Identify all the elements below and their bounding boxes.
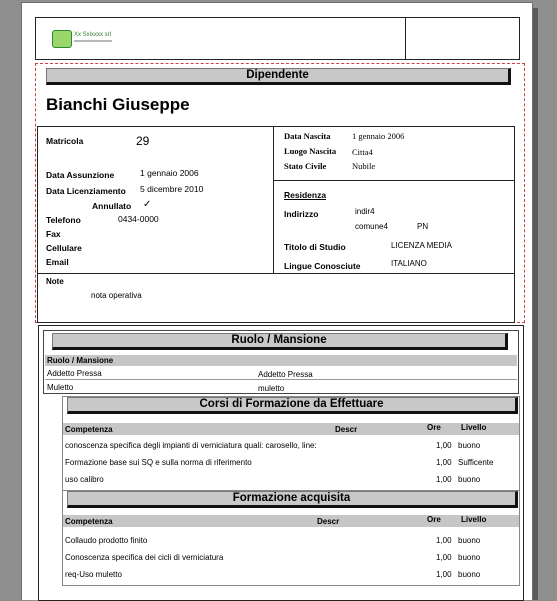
report-header [35, 17, 520, 60]
acquisita-header-descr: Descr [317, 517, 340, 526]
employee-name: Bianchi Giuseppe [46, 95, 190, 114]
company-logo-text: Xx Sxlxxxx srl [74, 32, 112, 38]
acquisita-row-3-competenza: req-Uso muletto [65, 570, 122, 579]
corsi-row-2-ore: 1,00 [436, 458, 452, 467]
acquisita-header-competenza: Competenza [65, 517, 113, 526]
company-logo-underline [74, 40, 112, 42]
corsi-row-3-competenza: uso calibro [65, 475, 104, 484]
details-divider [273, 126, 274, 274]
acquisita-row-2-ore: 1,00 [436, 553, 452, 562]
corsi-section [62, 396, 520, 491]
data-nascita-label: Data Nascita [284, 131, 331, 141]
lingue-value: ITALIANO [391, 259, 427, 268]
titolo-studio-label: Titolo di Studio [284, 242, 346, 252]
luogo-nascita-value: Citta4 [352, 147, 373, 157]
ruolo-row-2-mansione: muletto [258, 384, 285, 393]
corsi-header-competenza: Competenza [65, 425, 113, 434]
acquisita-row-2-competenza: Conoscenza specifica dei cicli di verniciatura [65, 553, 224, 562]
stato-civile-label: Stato Civile [284, 161, 327, 171]
corsi-row-2-livello: Sufficente [458, 458, 494, 467]
ruolo-row-2-ruolo: Muletto [47, 383, 74, 392]
note-label: Note [46, 277, 64, 286]
dipendente-title: Dipendente [46, 68, 511, 85]
corsi-row-3-livello: buono [458, 475, 481, 484]
ruolo-section [43, 330, 519, 394]
annullato-label: Annullato [92, 201, 132, 211]
provincia-value: PN [417, 222, 429, 231]
indirizzo-value: indir4 [355, 207, 375, 216]
ruolo-row-1-mansione: Addetto Pressa [258, 370, 313, 379]
residenza-label: Residenza [284, 190, 327, 200]
acquisita-row-2-livello: buono [458, 553, 481, 562]
mansioni-section-wrapper [38, 325, 524, 601]
report-page [21, 2, 533, 600]
ruolo-row-1-ruolo: Addetto Pressa [47, 369, 102, 378]
lingue-label: Lingue Conosciute [284, 261, 361, 271]
data-licenziamento-value: 5 dicembre 2010 [140, 184, 204, 194]
data-nascita-value: 1 gennaio 2006 [352, 131, 405, 141]
details-divider-h [273, 180, 515, 181]
corsi-row-1-ore: 1,00 [436, 441, 452, 450]
acquisita-header-livello: Livello [461, 515, 487, 524]
corsi-header-descr: Descr [335, 425, 358, 434]
corsi-title: Corsi di Formazione da Effettuare [67, 397, 518, 414]
corsi-row-1-competenza: conoscenza specifica degli impianti di verniciatura quali: carosello, line: [65, 441, 317, 450]
ruolo-header-bg [45, 355, 517, 366]
telefono-value: 0434-0000 [118, 214, 159, 224]
note-value: nota operativa [91, 291, 142, 300]
data-assunzione-label: Data Assunzione [46, 170, 115, 180]
acquisita-header-ore: Ore [427, 515, 441, 524]
email-label: Email [46, 257, 69, 267]
stato-civile-value: Nubile [352, 161, 376, 171]
matricola-value: 29 [136, 134, 150, 148]
dipendente-details-box [37, 126, 515, 274]
fax-label: Fax [46, 229, 61, 239]
data-licenziamento-label: Data Licenziamento [46, 186, 126, 196]
header-divider [405, 18, 406, 59]
acquisita-header-bg [63, 515, 519, 527]
acquisita-row-1-competenza: Collaudo prodotto finito [65, 536, 148, 545]
corsi-header-ore: Ore [427, 423, 441, 432]
corsi-row-3-ore: 1,00 [436, 475, 452, 484]
luogo-nascita-label: Luogo Nascita [284, 146, 337, 156]
ruolo-title: Ruolo / Mansione [52, 333, 508, 350]
acquisita-title: Formazione acquisita [67, 491, 518, 508]
telefono-label: Telefono [46, 215, 81, 225]
comune-value: comune4 [355, 222, 388, 231]
corsi-row-2-competenza: Formazione base sui SQ e sulla norma di riferimento [65, 458, 252, 467]
acquisita-row-1-ore: 1,00 [436, 536, 452, 545]
acquisita-row-3-ore: 1,00 [436, 570, 452, 579]
page-shadow [533, 8, 538, 600]
ruolo-row-divider [45, 379, 517, 380]
indirizzo-label: Indirizzo [284, 209, 319, 219]
annullato-check-icon: ✓ [143, 199, 152, 210]
titolo-studio-value: LICENZA MEDIA [391, 241, 452, 250]
acquisita-row-3-livello: buono [458, 570, 481, 579]
matricola-label: Matricola [46, 136, 84, 146]
acquisita-section [62, 490, 520, 586]
acquisita-row-1-livello: buono [458, 536, 481, 545]
cellulare-label: Cellulare [46, 243, 82, 253]
corsi-header-livello: Livello [461, 423, 487, 432]
data-assunzione-value: 1 gennaio 2006 [140, 168, 199, 178]
corsi-header-bg [63, 423, 519, 435]
corsi-row-1-livello: buono [458, 441, 481, 450]
ruolo-column-header: Ruolo / Mansione [47, 356, 114, 365]
dipendente-section [35, 63, 525, 323]
company-logo-icon [52, 30, 72, 48]
